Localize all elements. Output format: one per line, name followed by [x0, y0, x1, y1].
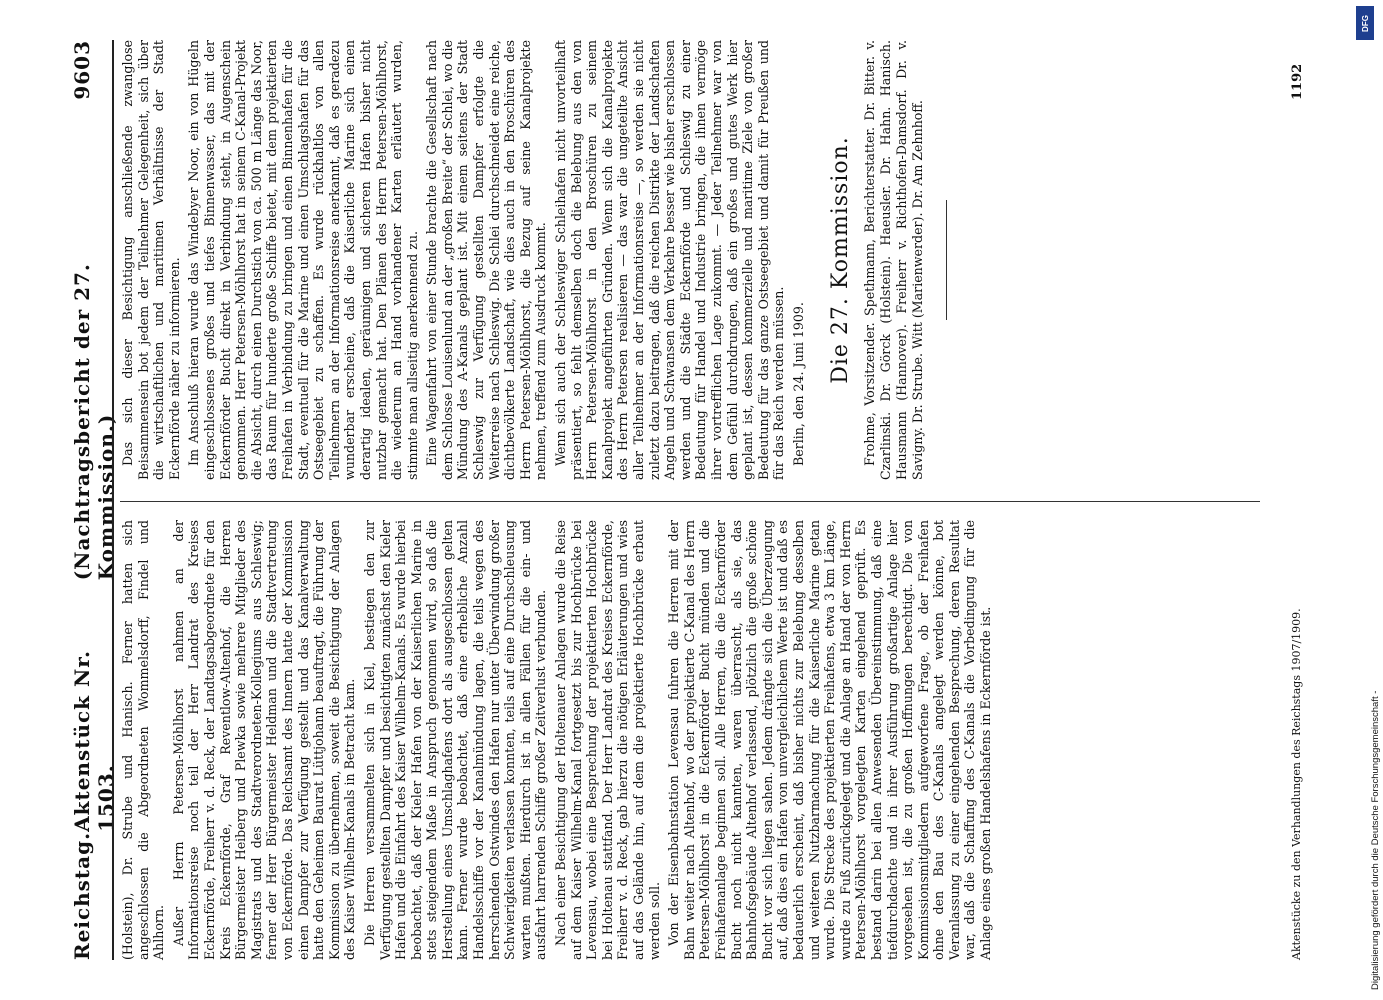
- paragraph: Von der Eisenbahnstation Levensau fuhren die Herren mit der Bahn weiter nach Altenhof, wo der projektierte C-Kanal des Herrn Petersen-Möhlhorst in die Eckernförder Bucht münden und die Freihafenanlage beginnen soll. Alle Herren, die die Eckernförder Bucht noch nicht kannten, waren überrascht, als sie, das Bahnhofsgebäude Altenhof verlassend, plötzlich die große schöne Bucht vor sich liegen sahen. Jedem drängte sich die Überzeugung auf, daß dies ein Hafen von unvergleichlichem Werte ist und daß es bedauerlich erscheint, daß bisher nichts zur Belebung desselben und weiteren Nutzbarmachung für die Kaiserliche Marine getan wurde. Die Strecke des projektierten Freihafens, etwa 3 km Länge, wurde zu Fuß zurückgelegt und die Anlage an Hand der von Herrn Petersen-Möhlhorst vorgelegten Karten eingehend geprüft. Es bestand darin bei allen Anwesenden Übereinstimmung, daß eine tiefdurchdachte und in ihrer Ausführung großartige Anlage hier vorgesehen ist, die zu großen Hoffnungen berechtigt. Die von Kommissionsmitgliedern aufgeworfene Frage, ob der Freihafen ohne den Bau des C-Kanals angelegt werden könne, bot Veranlassung zu einer eingehenden Besprechung, deren Resultat war, daß die Schaffung des C-Kanals die Vorbedingung für die Anlage eines großen Handelshafens in Eckernförde ist.: [666, 520, 994, 960]
- paragraph: Außer Herrn Petersen-Möhlhorst nahmen an der Informationsreise noch teil der Herr Landrat des Kreises Eckernförde, Freiherr v. d. Reck, der Landtagsabgeordnete für den Kreis Eckernförde, Graf Reventlow-Altenhof, die Herren Bürgermeister Heiberg und Plewka sowie mehrere Mitglieder des Magistrats und des Stadtverordneten-Kollegiums aus Schleswig; ferner der Herr Bürgermeister Heldman und die Stadtvertretung von Eckernförde. Das Reichsamt des Innern hatte der Kommission einen Dampfer zur Verfügung gestellt und das Kanalverwaltung hatte den Geheimen Baurat Lüttjohann beauftragt, die Führung der Kommission zu übernehmen, soweit die Besichtigung der Anlagen des Kaiser Wilhelm-Kanals in Betracht kam.: [170, 520, 358, 960]
- paragraph: Wenn sich auch der Schleswiger Schleihafen nicht unvorteilhaft präsentiert, so fehlt demselben doch die Belebung aus den von Herrn Petersen-Möhlhorst in den Broschüren zu seinem Kanalprojekt angeführten Gründen. Wenn sich die Kanalprojekte des Herrn Petersen realisieren — das war die ungeteilte Ansicht aller Teilnehmer an der Informationsreise —, so werden sie nicht zuletzt dazu beitragen, daß die reichen Distrikte der Landschaften Angeln und Schwansen dem Verkehre besser wie bisher erschlossen werden und die Städte Eckernförde und Schleswig zu einer Bedeutung für Handel und Industrie bringen, die ihnen vermöge ihrer vortrefflichen Lage zukommt. — Jeder Teilnehmer war von dem Gefühl durchdrungen, daß ein großes und gutes Werk hier geplant ist, dessen kommerzielle und maritime Ziele von großer Bedeutung für das ganze Ostseegebiet und damit für Preußen und für das Reich werden müssen.: [553, 40, 787, 480]
- header-center: Aktenstück Nr. 1503.: [70, 650, 118, 832]
- paragraph: Im Anschluß hieran wurde das Windebyer Noor, ein von Hügeln eingeschlossenes großes und tiefes Binnenwasser, das mit der Eckernförder Bucht direkt in Verbindung steht, in Augenschein genommen. Herr Petersen-Möhlhorst hat in seinem C-Kanal-Projekt die Absicht, durch einen Durchstich von ca. 500 m Länge das Noor, das Raum für hunderte große Schiffe bietet, mit dem projektierten Freihafen in Verbindung zu bringen und einen Binnenhafen für die Stadt, eventuell für die Marine und einen Umschlagshafen für das Ostseegebiet zu schaffen. Es wurde rückhaltlos von allen Teilnehmern an der Informationsreise anerkannt, daß es geradezu wunderbar erscheine, daß die Kaiserliche Marine sich einen derartig idealen, geräumigen und sicheren Hafen bisher nicht nutzbar gemacht hat. Den Plänen des Herrn Petersen-Möhlhorst, die wiederum an Hand vorhandener Karten erläutert wurden, stimmte man allseitig anerkennend zu.: [186, 40, 420, 480]
- date-line: Berlin, den 24. Juni 1909.: [790, 302, 806, 466]
- right-column: [120, 40, 947, 480]
- paragraph: (Holstein), Dr. Strube und Hanisch. Ferner hatten sich angeschlossen die Abgeordneten Wommelsdorff, Findel und Ahlhorn.: [120, 520, 167, 960]
- page-footer: Aktenstücke zu den Verhandlungen des Reichstags 1907/1909.: [1290, 608, 1303, 960]
- footer-number: 1192: [1290, 63, 1305, 100]
- paragraph: Die Herren versammelten sich in Kiel, bestiegen den zur Verfügung gestellten Dampfer und besichtigten zunächst den Kieler Hafen und die Einfahrt des Kaiser Wilhelm-Kanals. Es wurde hierbei beobachtet, daß der Kieler Hafen von der Kaiserlichen Marine in stets steigendem Maße in Anspruch genommen wird, so daß die Herstellung eines Umschlaghafens dort als ausgeschlossen gelten kann. Ferner wurde beobachtet, daß eine erhebliche Anzahl Handelsschiffe vor der Kanalmündung lagen, die teils wegen des herrschenden Ostwindes den Hafen nur unter Überwindung großer Schwierigkeiten verlassen konnten, teils auf eine Durchschleusung warten mußten. Hierdurch ist in allen Fällen für die ein- und ausfahrt harrenden Schiffe großer Zeitverlust verbunden.: [361, 520, 549, 960]
- header-page-number: 9603: [70, 40, 94, 100]
- paragraph: Eine Wagenfahrt von einer Stunde brachte die Gesellschaft nach dem Schlosse Louisenlund an der „großen Breite“ der Schlei, wo die Mündung des A-Kanals geplant ist. Mit einem seitens der Stadt Schleswig zur Verfügung gestellten Dampfer erfolgte die Weiterreise nach Schleswig. Die Schlei durchschneidet eine reiche, dichtbevölkerte Landschaft, wie dies auch in den Broschüren des Herrn Petersen-Möhlhorst, die Bezug auf seine Kanalprojekte nehmen, treffend zum Ausdruck kommt.: [424, 40, 549, 480]
- rotated-document: [40, 40, 1340, 960]
- header-left: Reichstag.: [70, 831, 94, 960]
- members-list: Frohme, Vorsitzender. Spethmann, Berichterstatter. Dr. Bitter. v. Czarlinski. Dr. Görck (Holstein). Haeusler. Dr. Hahn. Hanisch. Hausmann (Hannover). Freiherr v. Richthofen-Damsdorf. Dr. v. Savigny. Dr. Strube. Witt (Marienwerder). Dr. Am Zehnhoff.: [862, 40, 926, 480]
- digitization-note: Digitalisierung gefördert durch die Deutsche Forschungsgemeinschaft -: [1370, 690, 1381, 990]
- header-right: (Nachtragsbericht der 27. Kommission.): [70, 263, 118, 581]
- paragraph: Nach einer Besichtigung der Holtenauer Anlagen wurde die Reise auf dem Kaiser Wilhelm-Kanal fortgesetzt bis zur Hochbrücke bei Levensau, wobei eine Besprechung der projektierten Hochbrücke bei Holtenau stattfand. Der Herr Landrat des Kreises Eckernförde, Freiherr v. d. Reck, gab hierzu die nötigen Erläuterungen und wies auf das Gelände hin, auf dem die projektierte Hochbrücke erbaut werden soll.: [553, 520, 662, 960]
- dfg-logo: DFG: [1356, 6, 1374, 40]
- column-divider: [120, 501, 1260, 502]
- paragraph: Das sich dieser Besichtigung anschließende zwanglose Beisammensein bot jedem der Teilnehmer Gelegenheit, sich über die wirtschaftlichen und maritimen Verhältnisse der Stadt Eckernförde näher zu informieren.: [120, 40, 182, 480]
- signature-title: Die 27. Kommission.: [827, 136, 853, 384]
- left-column: [120, 520, 998, 960]
- closing-rule: [946, 200, 947, 320]
- header-rule: [112, 40, 114, 960]
- page-header: [70, 40, 118, 960]
